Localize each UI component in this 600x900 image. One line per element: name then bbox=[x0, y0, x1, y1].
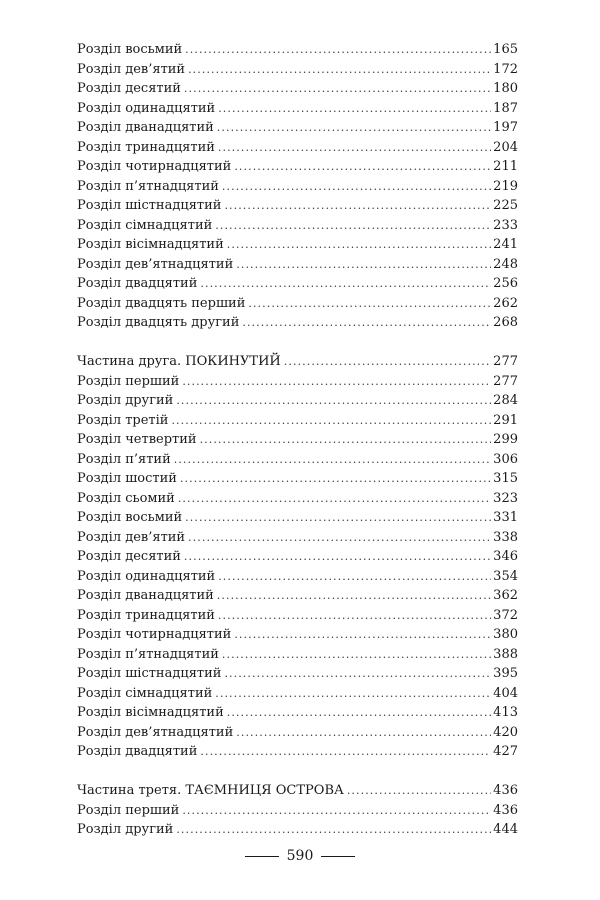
toc-entry bbox=[77, 157, 518, 177]
toc-entry-title: Розділ перший bbox=[77, 373, 180, 389]
toc-entry-title: Розділ другий bbox=[77, 393, 174, 408]
toc-entry-page: 395 bbox=[493, 666, 518, 681]
toc-entry-title: Розділ двадцять перший bbox=[77, 295, 246, 311]
toc-entry-title: Розділ п’ятнадцятий bbox=[77, 646, 219, 662]
toc-entry-page: 284 bbox=[493, 393, 518, 408]
toc-entry-page: 380 bbox=[493, 627, 518, 642]
toc-entry-page: 315 bbox=[493, 471, 518, 486]
toc-entry-title: Розділ чотирнадцятий bbox=[77, 159, 232, 174]
toc-entry-page: 346 bbox=[493, 549, 518, 564]
toc-section bbox=[77, 352, 518, 762]
toc-entry bbox=[77, 469, 518, 489]
toc-entry bbox=[77, 664, 518, 684]
toc-entry bbox=[77, 313, 518, 333]
toc-entry-page: 338 bbox=[493, 529, 518, 545]
toc-entry bbox=[77, 235, 518, 255]
toc-entry bbox=[77, 372, 518, 392]
toc-entry-title: Розділ двадцятий bbox=[77, 276, 198, 291]
dot-leader bbox=[217, 118, 491, 138]
toc-entry-title: Розділ одинадцятий bbox=[77, 100, 216, 116]
dot-leader bbox=[182, 801, 491, 821]
toc-entry bbox=[77, 606, 518, 626]
dot-leader bbox=[188, 528, 491, 548]
toc-entry bbox=[77, 352, 518, 372]
toc-entry-page: 436 bbox=[493, 783, 518, 798]
toc-entry-title: Розділ шостий bbox=[77, 471, 177, 486]
dot-leader bbox=[347, 781, 491, 801]
toc-entry-page: 204 bbox=[493, 139, 518, 155]
dot-leader bbox=[218, 606, 491, 626]
dot-leader bbox=[236, 255, 491, 275]
toc-entry-title: Розділ п’ятнадцятий bbox=[77, 178, 219, 194]
toc-entry bbox=[77, 177, 518, 197]
dot-leader bbox=[222, 645, 491, 665]
toc-entry bbox=[77, 411, 518, 431]
toc-entry-page: 277 bbox=[493, 354, 518, 369]
toc-entry-title: Розділ перший bbox=[77, 802, 180, 818]
toc-entry bbox=[77, 742, 518, 762]
toc-entry-title: Розділ сьомий bbox=[77, 490, 175, 506]
toc-entry-title: Розділ сімнадцятий bbox=[77, 685, 213, 701]
toc-entry bbox=[77, 801, 518, 821]
dot-leader bbox=[227, 703, 491, 723]
toc-entry bbox=[77, 294, 518, 314]
toc-entry-title: Розділ тринадцятий bbox=[77, 607, 215, 623]
toc-entry-page: 331 bbox=[493, 510, 518, 525]
dot-leader bbox=[200, 430, 492, 450]
toc-entry-page: 299 bbox=[493, 432, 518, 447]
toc-entry bbox=[77, 820, 518, 840]
toc-entry bbox=[77, 79, 518, 99]
dot-leader bbox=[184, 547, 491, 567]
toc-entry bbox=[77, 40, 518, 60]
toc-section bbox=[77, 40, 518, 333]
toc-entry-page: 172 bbox=[493, 61, 518, 77]
dot-leader bbox=[180, 469, 491, 489]
toc-entry-page: 354 bbox=[493, 568, 518, 584]
toc-entry bbox=[77, 489, 518, 509]
page-number: 590 bbox=[286, 848, 314, 864]
toc-entry-page: 372 bbox=[493, 607, 518, 623]
toc-entry-page: 444 bbox=[493, 822, 518, 837]
toc-entry-title: Розділ дев’ятнадцятий bbox=[77, 724, 234, 740]
dot-leader bbox=[184, 79, 491, 99]
toc-entry-title: Розділ третій bbox=[77, 412, 169, 428]
toc-entry bbox=[77, 586, 518, 606]
toc-entry-page: 233 bbox=[493, 217, 518, 233]
dot-leader bbox=[242, 313, 491, 333]
toc-entry-page: 323 bbox=[493, 490, 518, 506]
toc-entry-title: Розділ одинадцятий bbox=[77, 568, 216, 584]
dot-leader bbox=[176, 391, 491, 411]
toc-entry-title: Частина третя. ТАЄМНИЦЯ ОСТРОВА bbox=[77, 783, 344, 798]
dot-leader bbox=[185, 40, 491, 60]
toc-entry bbox=[77, 118, 518, 138]
dot-leader bbox=[182, 372, 491, 392]
toc-entry-title: Розділ дев’ятнадцятий bbox=[77, 256, 234, 272]
toc-entry-title: Розділ двадцятий bbox=[77, 744, 198, 759]
toc-entry-title: Розділ десятий bbox=[77, 549, 181, 564]
dot-leader bbox=[200, 274, 491, 294]
toc-entry-title: Розділ четвертий bbox=[77, 432, 197, 447]
toc-entry-page: 241 bbox=[493, 237, 518, 252]
toc-entry-title: Розділ п’ятий bbox=[77, 451, 171, 467]
toc-entry-title: Частина друга. ПОКИНУТИЙ bbox=[77, 354, 281, 369]
toc-entry-title: Розділ восьмий bbox=[77, 42, 183, 57]
toc-entry-title: Розділ вісімнадцятий bbox=[77, 237, 224, 252]
toc-entry-page: 268 bbox=[493, 315, 518, 330]
toc-entry-page: 256 bbox=[493, 276, 518, 291]
page-footer bbox=[0, 848, 600, 864]
toc-entry-title: Розділ вісімнадцятий bbox=[77, 705, 224, 720]
toc-entry-page: 306 bbox=[493, 451, 518, 467]
toc-entry-page: 362 bbox=[493, 588, 518, 603]
toc-entry bbox=[77, 274, 518, 294]
toc-entry bbox=[77, 216, 518, 236]
toc-entry-title: Розділ другий bbox=[77, 822, 174, 837]
toc-entry-title: Розділ десятий bbox=[77, 81, 181, 96]
dot-leader bbox=[224, 196, 491, 216]
dot-leader bbox=[248, 294, 491, 314]
dot-leader bbox=[234, 625, 491, 645]
dot-leader bbox=[176, 820, 491, 840]
dot-leader bbox=[215, 216, 491, 236]
toc-entry-title: Розділ дванадцятий bbox=[77, 120, 214, 135]
toc-entry-title: Розділ двадцять другий bbox=[77, 315, 240, 330]
toc-entry bbox=[77, 508, 518, 528]
dot-leader bbox=[227, 235, 491, 255]
toc-entry bbox=[77, 430, 518, 450]
toc-entry-page: 436 bbox=[493, 802, 518, 818]
toc-entry-page: 248 bbox=[493, 256, 518, 272]
toc-entry bbox=[77, 645, 518, 665]
dot-leader bbox=[218, 138, 491, 158]
footer-rule-left bbox=[245, 856, 279, 857]
dot-leader bbox=[178, 489, 491, 509]
toc-entry bbox=[77, 196, 518, 216]
dot-leader bbox=[171, 411, 491, 431]
toc-entry-page: 388 bbox=[493, 646, 518, 662]
toc-entry-title: Розділ чотирнадцятий bbox=[77, 627, 232, 642]
toc-entry bbox=[77, 625, 518, 645]
dot-leader bbox=[284, 352, 491, 372]
toc-entry-page: 165 bbox=[493, 42, 518, 57]
table-of-contents bbox=[77, 40, 518, 840]
toc-entry bbox=[77, 99, 518, 119]
toc-entry-page: 277 bbox=[493, 373, 518, 389]
toc-entry-title: Розділ сімнадцятий bbox=[77, 217, 213, 233]
toc-entry bbox=[77, 60, 518, 80]
dot-leader bbox=[224, 664, 491, 684]
footer-rule-right bbox=[321, 856, 355, 857]
toc-entry-title: Розділ шістнадцятий bbox=[77, 198, 222, 213]
dot-leader bbox=[222, 177, 491, 197]
toc-entry-page: 197 bbox=[493, 120, 518, 135]
toc-entry bbox=[77, 723, 518, 743]
toc-entry-page: 180 bbox=[493, 81, 518, 96]
toc-entry-title: Розділ дванадцятий bbox=[77, 588, 214, 603]
toc-entry bbox=[77, 528, 518, 548]
toc-entry-page: 404 bbox=[493, 685, 518, 701]
dot-leader bbox=[234, 157, 491, 177]
toc-entry bbox=[77, 781, 518, 801]
toc-entry-title: Розділ дев’ятий bbox=[77, 529, 186, 545]
toc-entry-page: 262 bbox=[493, 295, 518, 311]
dot-leader bbox=[236, 723, 491, 743]
toc-entry bbox=[77, 567, 518, 587]
toc-entry bbox=[77, 684, 518, 704]
toc-section bbox=[77, 781, 518, 840]
dot-leader bbox=[174, 450, 491, 470]
dot-leader bbox=[200, 742, 491, 762]
toc-entry-page: 420 bbox=[493, 724, 518, 740]
dot-leader bbox=[217, 586, 491, 606]
toc-entry bbox=[77, 255, 518, 275]
toc-entry bbox=[77, 703, 518, 723]
toc-entry bbox=[77, 450, 518, 470]
toc-entry-page: 427 bbox=[493, 744, 518, 759]
toc-entry-title: Розділ восьмий bbox=[77, 510, 183, 525]
toc-entry-title: Розділ дев’ятий bbox=[77, 61, 186, 77]
toc-entry-page: 211 bbox=[493, 159, 518, 174]
dot-leader bbox=[188, 60, 491, 80]
toc-entry-page: 225 bbox=[493, 198, 518, 213]
toc-entry-page: 187 bbox=[493, 100, 518, 116]
dot-leader bbox=[215, 684, 491, 704]
toc-entry-title: Розділ шістнадцятий bbox=[77, 666, 222, 681]
toc-entry bbox=[77, 547, 518, 567]
toc-entry bbox=[77, 138, 518, 158]
dot-leader bbox=[218, 567, 491, 587]
toc-entry-page: 413 bbox=[493, 705, 518, 720]
dot-leader bbox=[218, 99, 491, 119]
toc-entry bbox=[77, 391, 518, 411]
toc-entry-page: 219 bbox=[493, 178, 518, 194]
toc-entry-page: 291 bbox=[493, 412, 518, 428]
toc-entry-title: Розділ тринадцятий bbox=[77, 139, 215, 155]
dot-leader bbox=[185, 508, 491, 528]
